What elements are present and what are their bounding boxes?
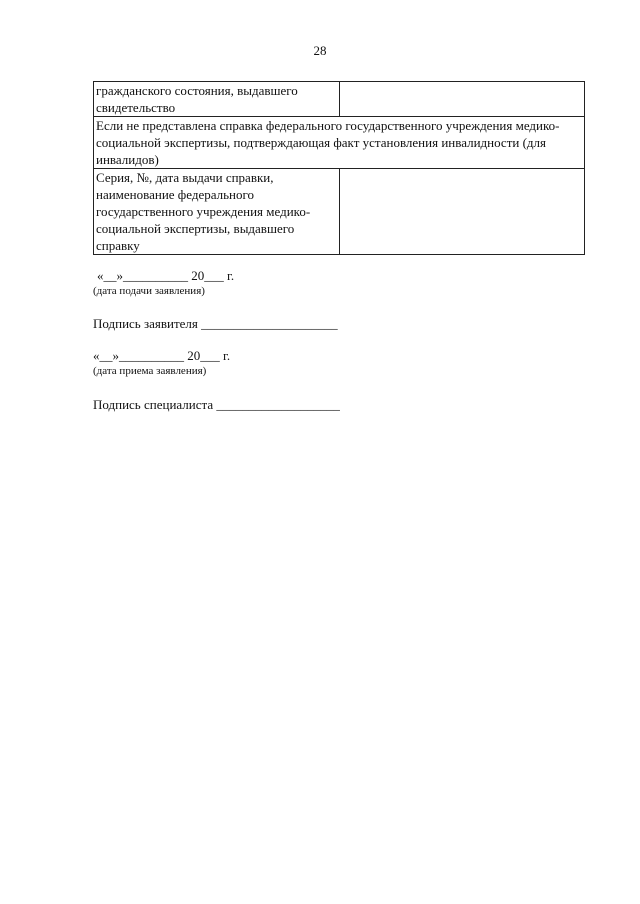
acceptance-date-line: «__»__________ 20___ г. bbox=[93, 348, 231, 363]
applicant-signature-line: Подпись заявителя _____________________ bbox=[93, 316, 338, 331]
table-row bbox=[94, 169, 585, 255]
table-row bbox=[94, 82, 585, 117]
submission-date-line: «__»__________ 20___ г. bbox=[97, 268, 235, 283]
table-cell-left: Серия, №, дата выдачи справки, наименование федерального государственного учреждения медико-социальной экспертизы, выдавшего справку bbox=[94, 169, 340, 255]
acceptance-date-caption: (дата приема заявления) bbox=[93, 365, 207, 377]
submission-date-caption: (дата подачи заявления) bbox=[93, 285, 205, 297]
table-row bbox=[94, 117, 585, 169]
table-cell-right bbox=[340, 169, 585, 255]
table-cell-merged: Если не представлена справка федерального государственного учреждения медико-социальной экспертизы, подтверждающая факт установления инвалидности (для инвалидов) bbox=[94, 117, 585, 169]
specialist-signature-line: Подпись специалиста ___________________ bbox=[93, 397, 340, 412]
form-table bbox=[93, 81, 585, 255]
page-number: 28 bbox=[313, 43, 327, 58]
table-cell-left: гражданского состояния, выдавшего свидетельство bbox=[94, 82, 340, 117]
table-cell-right bbox=[340, 82, 585, 117]
